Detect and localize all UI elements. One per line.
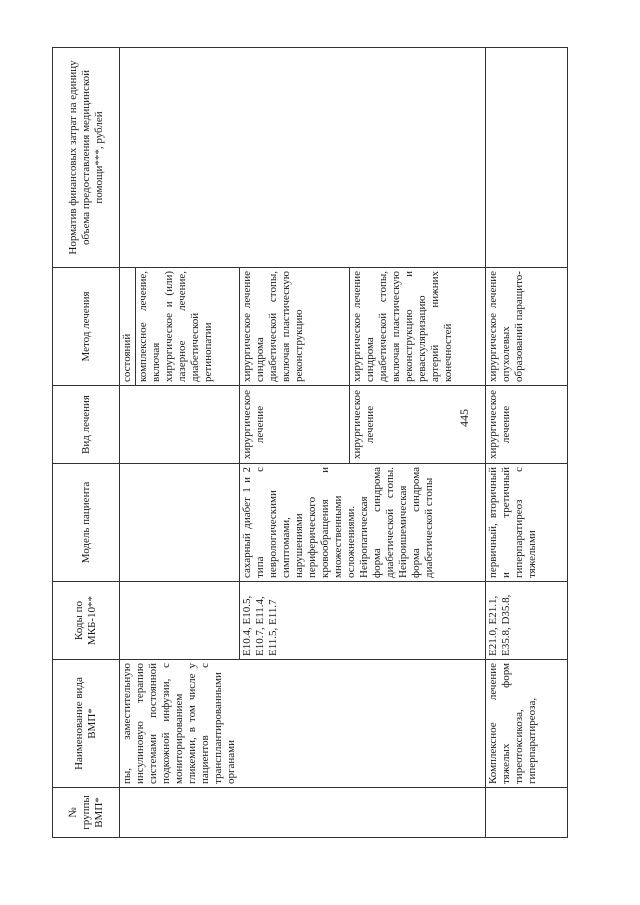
header-method: Метод лечения [53,268,120,386]
cell-treatment-type: хирургическое лечение [240,386,350,464]
cell-codes: E21.0, E21.1, E35.8, D35.8, [486,582,568,660]
cell-name: пы, заместительную инсулиновую терапию системами постоянной подкожной инфузии, с мониторированием гликемии, в том числе у пациентов с трансплантированными органами [120,660,486,788]
cell-model: сахарный диабет 1 и 2 типа с неврологическими симптомами, нарушениями периферического кровообращения и множественными осложнениями. Нейропатическая форма синдрома диабетической стопы. Нейроишемическая форма синдрома диабетической стопы [240,464,486,582]
cell-norm [486,48,568,268]
cell-name: Комплексное лечение тяжелых форм тиреотоксикоза, гиперпаратиреоза, [486,660,568,788]
table-row [120,48,240,838]
table-row [486,48,568,838]
cell-model: первичный, вторичный и третичный гиперпаратиреоз с тяжелыми [486,464,568,582]
cell-method: хирургическое лечение синдрома диабетической стопы, включая пластическую реконструкцию [240,268,350,386]
header-group: № группы ВМП* [53,788,120,838]
cell-method-top: состояний [121,268,136,385]
cell-codes [120,582,240,660]
cell-treatment-type [120,386,240,464]
cell-method: хирургическое лечение синдрома диабетической стопы, включая пластическую реконструкцию и реваскуляризацию артерий нижних конечностей [350,268,486,386]
header-name: Наименование вида ВМП* [53,660,120,788]
header-norm: Норматив финансовых затрат на единицу объема предоставления медицинской помощи***, рублей [53,48,120,268]
cell-method: хирургическое лечение опухолевых образований паращито- [486,268,568,386]
cell-group [120,788,486,838]
cell-model [120,464,240,582]
header-model: Модель пациента [53,464,120,582]
cell-group [486,788,568,838]
cell-codes: E10.4, E10.5, E10.7, E11.4, E11.5, E11.7 [240,582,486,660]
cell-treatment-type: хирургическое лечение [350,386,486,464]
rotated-table-container [52,48,564,838]
table-header-row [53,48,120,838]
cell-method [120,268,240,386]
cell-treatment-type: хирургическое лечение [486,386,568,464]
page-number: 445 [457,409,471,427]
cell-method-text: комплексное лечение, включая хирургическое и (или) лазерное лечение, диабетической ретинопатии [137,271,214,382]
header-treatment-type: Вид лечения [53,386,120,464]
cell-norm [120,48,486,268]
medical-care-table [52,47,568,838]
header-codes: Коды по МКБ-10** [53,582,120,660]
